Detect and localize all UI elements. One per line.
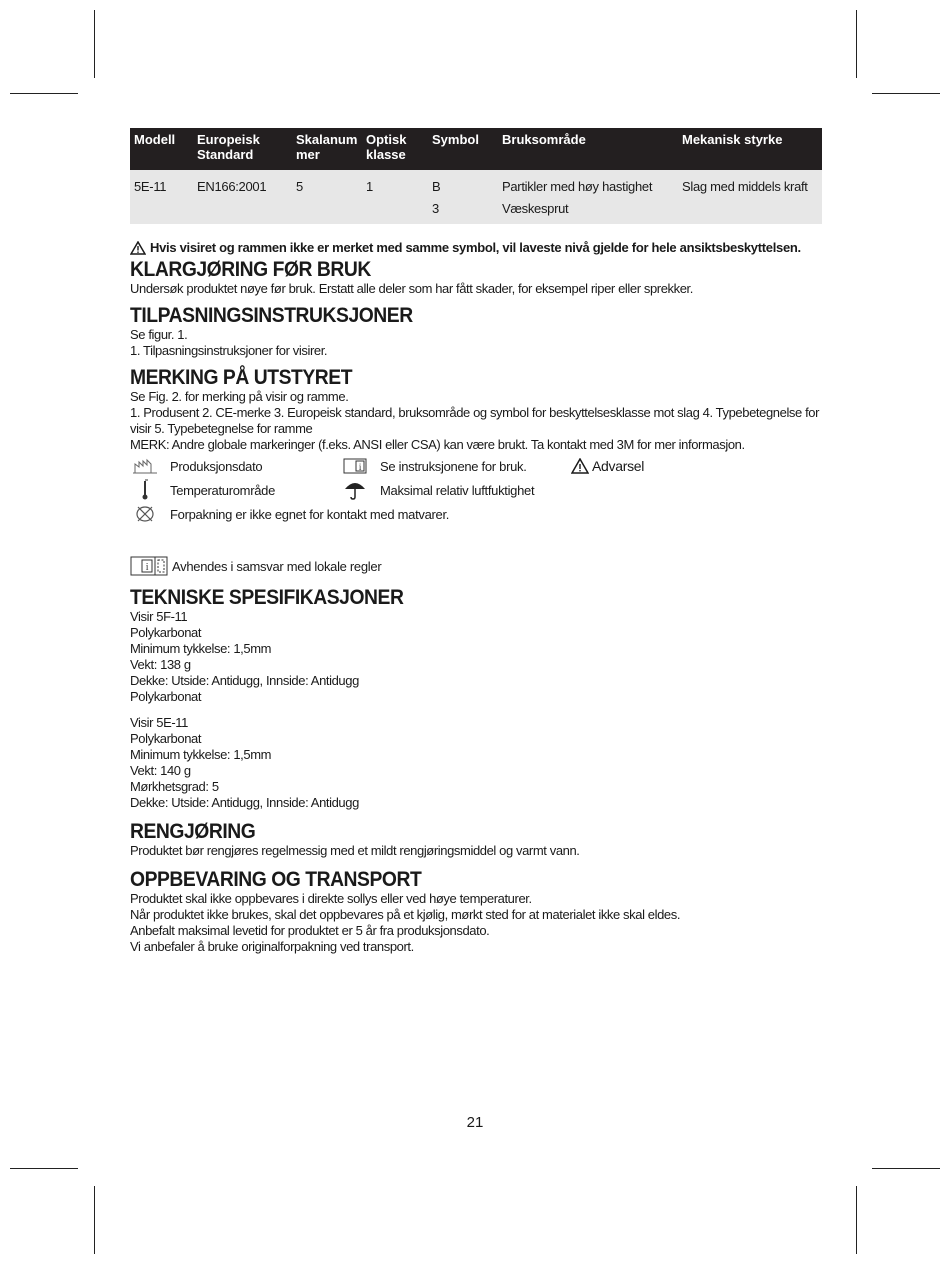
symbol-humidity bbox=[340, 479, 534, 501]
use-value: Væskesprut bbox=[502, 201, 569, 216]
body-text: Polykarbonat bbox=[130, 731, 202, 746]
symbol-label: Advarsel bbox=[592, 458, 645, 474]
crop-mark bbox=[856, 10, 857, 78]
crop-mark bbox=[10, 93, 78, 94]
warning-triangle-icon bbox=[130, 241, 146, 255]
col-header: Modell bbox=[130, 128, 193, 170]
svg-text:i: i bbox=[145, 562, 149, 573]
cell-optical-class: 1 bbox=[362, 170, 428, 224]
body-text: Visir 5F-11 bbox=[130, 609, 188, 624]
section-title: OPPBEVARING OG TRANSPORT bbox=[130, 868, 422, 891]
col-header: Optisk klasse bbox=[362, 128, 428, 170]
body-text: Polykarbonat bbox=[130, 689, 202, 704]
body-text: Polykarbonat bbox=[130, 625, 202, 640]
thermometer-icon bbox=[130, 479, 160, 501]
warning-icon bbox=[570, 458, 590, 474]
body-text: visir 5. Typebetegnelse for ramme bbox=[130, 421, 313, 436]
section-fit bbox=[130, 305, 822, 359]
warning-note bbox=[130, 240, 822, 255]
col-header: Europeisk Standard bbox=[193, 128, 292, 170]
symbol-label: Se instruksjonene for bruk. bbox=[380, 458, 527, 474]
section-tech bbox=[130, 587, 822, 811]
body-text: Se figur. 1. bbox=[130, 327, 188, 342]
factory-icon bbox=[130, 457, 160, 475]
table-header-row bbox=[130, 128, 822, 170]
cell-standard: EN166:2001 bbox=[193, 170, 292, 224]
crop-mark bbox=[856, 1186, 857, 1254]
col-header: Mekanisk styrke bbox=[678, 128, 822, 170]
section-storage bbox=[130, 869, 822, 955]
crop-mark bbox=[872, 93, 940, 94]
symbol-disposal bbox=[130, 555, 822, 577]
body-text: Dekke: Utside: Antidugg, Innside: Antidugg bbox=[130, 673, 359, 688]
body-text: Produktet skal ikke oppbevares i direkte sollys eller ved høye temperaturer. bbox=[130, 891, 532, 906]
body-text: Dekke: Utside: Antidugg, Innside: Antidugg bbox=[130, 795, 359, 810]
page-number: 21 bbox=[466, 1114, 484, 1131]
symbol-temperature bbox=[130, 479, 275, 501]
symbol-value: 3 bbox=[432, 201, 439, 216]
symbol-label: Temperaturområde bbox=[170, 482, 276, 498]
section-title: KLARGJØRING FØR BRUK bbox=[130, 258, 371, 281]
body-text: Minimum tykkelse: 1,5mm bbox=[130, 641, 272, 656]
body-text: Produktet bør rengjøres regelmessig med et mildt rengjøringsmiddel og varmt vann. bbox=[130, 843, 580, 858]
body-text: Undersøk produktet nøye før bruk. Erstatt alle deler som har fått skader, for eksempel riper eller sprekker. bbox=[130, 281, 693, 296]
symbol-label: Avhendes i samsvar med lokale regler bbox=[172, 558, 382, 574]
section-title: MERKING PÅ UTSTYRET bbox=[130, 366, 353, 389]
visor-spec-a bbox=[130, 609, 822, 705]
warning-text: Hvis visiret og rammen ikke er merket med samme symbol, vil laveste nivå gjelde for hele ansiktsbeskyttelsen. bbox=[150, 240, 801, 255]
symbol-manufacture-date bbox=[130, 455, 262, 477]
body-text: Vi anbefaler å bruke originalforpakning ved transport. bbox=[130, 939, 414, 954]
body-text: Se Fig. 2. for merking på visir og ramme. bbox=[130, 389, 349, 404]
svg-text:i: i bbox=[358, 462, 362, 472]
symbol-instructions bbox=[340, 455, 527, 477]
body-text: Mørkhetsgrad: 5 bbox=[130, 779, 219, 794]
use-value: Partikler med høy hastighet bbox=[502, 179, 653, 194]
crop-mark bbox=[94, 10, 95, 78]
section-title: TEKNISKE SPESIFIKASJONER bbox=[130, 586, 404, 609]
section-cleaning bbox=[130, 821, 822, 859]
not-food-safe-icon bbox=[130, 505, 160, 523]
table-row bbox=[130, 170, 822, 224]
symbol-label: Forpakning er ikke egnet for kontakt med matvarer. bbox=[170, 506, 450, 522]
symbol-value: B bbox=[432, 179, 441, 194]
col-header: Symbol bbox=[428, 128, 498, 170]
section-prep bbox=[130, 259, 822, 297]
symbol-label: Produksjonsdato bbox=[170, 458, 263, 474]
cell-scale: 5 bbox=[292, 170, 362, 224]
section-title: TILPASNINGSINSTRUKSJONER bbox=[130, 304, 413, 327]
col-header: Skalanum mer bbox=[292, 128, 362, 170]
cell-symbol bbox=[428, 170, 498, 224]
symbol-warning bbox=[570, 455, 644, 477]
body-text: Minimum tykkelse: 1,5mm bbox=[130, 747, 272, 762]
section-title: RENGJØRING bbox=[130, 820, 256, 843]
col-header: Bruksområde bbox=[498, 128, 678, 170]
symbol-food bbox=[130, 503, 449, 525]
body-text: 1. Tilpasningsinstruksjoner for visirer. bbox=[130, 343, 328, 358]
crop-mark bbox=[10, 1168, 78, 1169]
instruction-book-icon bbox=[340, 458, 370, 474]
umbrella-icon bbox=[340, 480, 370, 500]
spec-table bbox=[130, 128, 822, 224]
disposal-icon bbox=[130, 555, 170, 577]
cell-use bbox=[498, 170, 678, 224]
body-text: Visir 5E-11 bbox=[130, 715, 188, 730]
visor-spec-b bbox=[130, 715, 822, 811]
symbol-label: Maksimal relativ luftfuktighet bbox=[380, 482, 535, 498]
body-text: Vekt: 138 g bbox=[130, 657, 191, 672]
body-text: Når produktet ikke brukes, skal det oppbevares på et kjølig, mørkt sted for at materialet ikke skal eldes. bbox=[130, 907, 681, 922]
symbol-legend bbox=[130, 455, 822, 551]
body-text: 1. Produsent 2. CE-merke 3. Europeisk standard, bruksområde og symbol for beskyttelsesklasse mot slag 4. Typebetegnelse for bbox=[130, 405, 820, 420]
cell-strength: Slag med middels kraft bbox=[678, 170, 822, 224]
crop-mark bbox=[94, 1186, 95, 1254]
body-text: Vekt: 140 g bbox=[130, 763, 191, 778]
section-marking bbox=[130, 367, 822, 453]
body-text: Anbefalt maksimal levetid for produktet er 5 år fra produksjonsdato. bbox=[130, 923, 490, 938]
page-content bbox=[130, 128, 822, 955]
cell-model: 5E-11 bbox=[130, 170, 193, 224]
body-text: MERK: Andre globale markeringer (f.eks. ANSI eller CSA) kan være brukt. Ta kontakt med 3M for mer informasjon. bbox=[130, 437, 745, 452]
crop-mark bbox=[872, 1168, 940, 1169]
